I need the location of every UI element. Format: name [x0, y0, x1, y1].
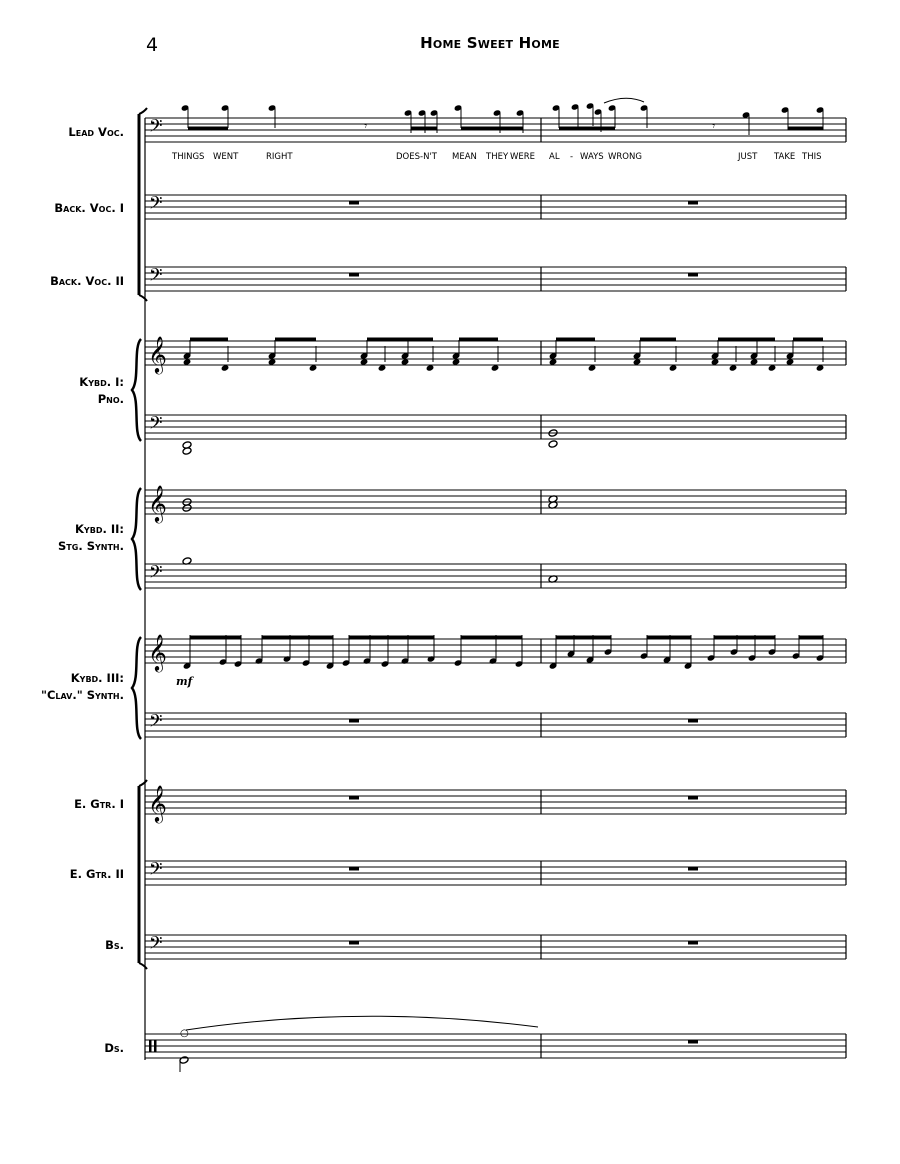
lyric-syllable: - [570, 152, 574, 162]
label-kybd-3-line2: "Clav." Synth. [40, 688, 124, 702]
tie-icon [186, 1016, 538, 1030]
label-kybd-3-line1: Kybd. III: [70, 671, 124, 685]
cymbal-note-icon: ○ [180, 1028, 189, 1039]
bass-clef-icon: 𝄢 [149, 711, 163, 735]
label-kybd-1-line2: Pno. [97, 392, 124, 406]
brace-icon [132, 339, 141, 441]
label-back-voc-2: Back. Voc. II [50, 274, 124, 288]
bracket-hook-icon [139, 108, 147, 114]
lyric-syllable: MEAN [452, 152, 477, 162]
whole-rest-icon [688, 201, 698, 205]
bass-clef-icon: 𝄢 [149, 562, 163, 586]
half-note-head [179, 1056, 189, 1064]
whole-rest-icon [688, 1040, 698, 1044]
bracket-hook-icon [139, 780, 147, 786]
bass-clef-icon: 𝄢 [149, 933, 163, 957]
whole-rest-icon [688, 273, 698, 277]
lyric-syllable: THINGS [172, 152, 205, 162]
brace-icon [132, 637, 141, 739]
treble-clef-icon: 𝄞 [148, 484, 167, 522]
whole-rest-icon [349, 273, 359, 277]
treble-clef-icon: 𝄞 [148, 335, 167, 373]
whole-rest-icon [688, 867, 698, 871]
label-lead-voc: Lead Voc. [68, 125, 124, 139]
label-kybd-2-line2: Stg. Synth. [58, 539, 124, 553]
lyric-syllable: AL [549, 152, 560, 162]
bass-clef-icon: 𝄢 [149, 859, 163, 883]
treble-clef-icon: 𝄞 [148, 633, 167, 671]
bass-clef-icon: 𝄢 [149, 193, 163, 217]
eighth-rest-icon: 𝄾 [364, 119, 368, 133]
percussion-clef-icon [154, 1040, 157, 1052]
lyric-syllable: THEY [486, 152, 509, 162]
whole-rest-icon [349, 719, 359, 723]
lyric-syllable: WRONG [608, 152, 642, 162]
whole-rest-icon [349, 201, 359, 205]
whole-rest-icon [349, 796, 359, 800]
score-title: Home Sweet Home [420, 34, 560, 52]
whole-rest-icon [688, 796, 698, 800]
page-number: 4 [146, 34, 159, 56]
percussion-clef-icon [149, 1040, 152, 1052]
label-e-gtr-2: E. Gtr. II [69, 867, 124, 881]
label-drums: Ds. [104, 1041, 124, 1055]
dynamic-marking: mf [176, 675, 193, 688]
lyric-syllable: DOES-N'T [396, 152, 437, 162]
lyric-syllable: RIGHT [266, 152, 293, 162]
lyric-syllable: WENT [213, 152, 239, 162]
bracket-hook-icon [139, 295, 147, 301]
label-bass: Bs. [105, 938, 124, 952]
eighth-rest-icon: 𝄾 [712, 119, 716, 133]
brace-icon [132, 488, 141, 590]
label-kybd-2-line1: Kybd. II: [75, 522, 124, 536]
bass-clef-icon: 𝄢 [149, 116, 163, 140]
lyric-syllable: TAKE [774, 152, 796, 162]
whole-rest-icon [688, 941, 698, 945]
label-e-gtr-1: E. Gtr. I [74, 797, 124, 811]
bass-clef-icon: 𝄢 [149, 413, 163, 437]
bass-clef-icon: 𝄢 [149, 265, 163, 289]
lyric-syllable: WAYS [580, 152, 604, 162]
lyric-syllable: JUST [738, 152, 758, 162]
label-back-voc-1: Back. Voc. I [54, 201, 124, 215]
whole-rest-icon [688, 719, 698, 723]
whole-rest-icon [349, 867, 359, 871]
lyric-syllable: THIS [802, 152, 822, 162]
lyric-syllable: WERE [510, 152, 536, 162]
half-note-head [548, 440, 558, 448]
whole-rest-icon [349, 941, 359, 945]
bracket-hook-icon [139, 963, 147, 969]
treble-clef-icon: 𝄞 [148, 784, 167, 822]
label-kybd-1-line1: Kybd. I: [79, 375, 124, 389]
tie-icon [604, 98, 644, 103]
